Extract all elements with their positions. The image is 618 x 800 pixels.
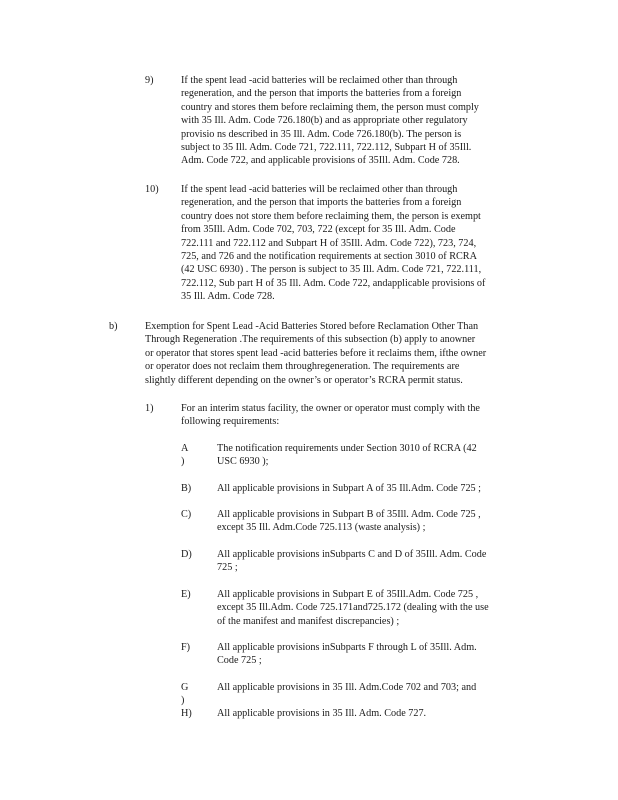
text-line: All applicable provisions in 35 Ill. Adm. Code 727. [217,708,427,719]
item-number: 10) [145,184,159,195]
text-line: or operator does not reclaim them throughregeneration. The requirements are [145,361,460,373]
item-number: H) [181,708,192,719]
item-text [181,74,533,168]
text-line: of the manifest and manifest discrepancies) ; [217,615,400,627]
text-line: following requirements: [181,416,280,428]
text-line: Code 725 ; [217,655,262,667]
item-text [217,508,533,535]
text-line: 722.112, Sub part H of 35 Ill. Adm. Code 722, andapplicable provisions of [181,277,486,289]
text-line: regeneration, and the person that imports the batteries from a foreign [181,197,462,209]
text-line: All applicable provisions in 35 Ill. Adm.Code 702 and 703; and [217,682,477,693]
item-number: 1) [145,403,154,414]
item-text [217,548,533,575]
item-text [217,681,533,694]
text-line: All applicable provisions inSubparts C and D of 35Ill. Adm. Code [217,549,487,560]
text-line: subject to 35 Ill. Adm. Code 721, 722.111, 722.112, Subpart H of 35Ill. [181,142,472,154]
text-line: If the spent lead -acid batteries will be reclaimed other than through [181,75,458,86]
item-text [217,707,533,720]
text-line: (42 USC 6930) . The person is subject to 35 Ill. Adm. Code 721, 722.111, [181,264,482,276]
text-line: All applicable provisions in Subpart B of 35Ill. Adm. Code 725 , [217,509,481,520]
text-line: All applicable provisions in Subpart E of 35Ill.Adm. Code 725 , [217,589,479,600]
text-line: If the spent lead -acid batteries will be reclaimed other than through [181,184,458,195]
text-line: country and stores them before reclaiming them, the person must comply [181,101,479,113]
text-line: All applicable provisions in Subpart A of 35 Ill.Adm. Code 725 ; [217,483,482,494]
text-line: All applicable provisions inSubparts F through L of 35Ill. Adm. [217,642,477,653]
text-line: 35 Ill. Adm. Code 728. [181,291,275,303]
text-line: For an interim status facility, the owner or operator must comply with the [181,403,480,414]
item-text [217,442,533,469]
item-text [217,588,535,628]
item-number: B) [181,483,192,494]
text-line: with 35 Ill. Adm. Code 726.180(b) and as appropriate other regulatory [181,115,468,127]
item-number: G ) [181,682,189,707]
text-line: except 35 Ill. Adm.Code 725.113 (waste analysis) ; [217,522,426,534]
text-line: 722.111 and 722.112 and Subpart H of 35Ill. Adm. Code 722), 723, 724, [181,237,477,249]
text-line: USC 6930 ); [217,456,269,468]
item-number: A ) [181,443,188,468]
item-number: 9) [145,75,154,86]
item-text [217,482,533,495]
text-line: slightly different depending on the owner’s or operator’s RCRA permit status. [145,374,463,386]
text-line: regeneration, and the person that imports the batteries from a foreign [181,88,462,100]
item-number: b) [109,321,118,332]
item-number: D) [181,549,192,560]
item-number: C) [181,509,192,520]
text-line: The notification requirements under Section 3010 of RCRA (42 [217,443,477,454]
item-text [145,320,533,387]
text-line: from 35Ill. Adm. Code 702, 703, 722 (except for 35 Ill. Adm. Code [181,224,456,236]
item-text [181,402,533,429]
text-line: 725, and 726 and the notification requirements at section 3010 of RCRA [181,251,477,263]
text-line: or operator that stores spent lead -acid batteries before it reclaims them, ifthe owner [145,347,487,359]
text-line: Through Regeneration .The requirements of this subsection (b) apply to anowner [145,334,476,346]
item-number: F) [181,642,191,653]
text-line: country does not store them before reclaiming them, the person is exempt [181,210,481,222]
item-number: E) [181,589,191,600]
item-text [217,641,533,668]
text-line: Exemption for Spent Lead -Acid Batteries Stored before Reclamation Other Than [145,321,479,332]
text-line: Adm. Code 722, and applicable provisions of 35Ill. Adm. Code 728. [181,155,460,167]
text-line: provisio ns described in 35 Ill. Adm. Code 726.180(b). The person is [181,128,462,140]
item-text [181,183,539,304]
text-line: except 35 Ill.Adm. Code 725.171and725.172 (dealing with the use [217,602,489,614]
text-line: 725 ; [217,562,238,574]
